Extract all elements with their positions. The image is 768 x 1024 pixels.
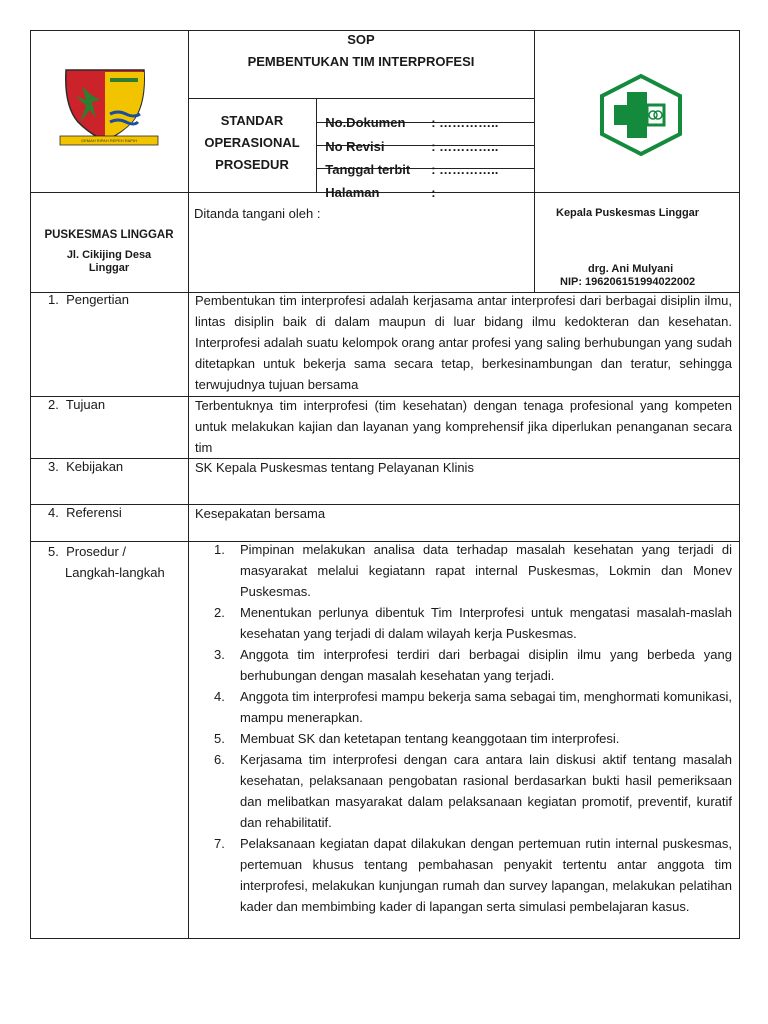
section-text-tujuan: Terbentuknya tim interprofesi (tim kesehatan) dengan tenaga profesional yang kompeten untuk melakukan kajian dan layanan yang komprehensif jika diperlukan penanganan secara tim bbox=[195, 398, 732, 455]
head-title: Kepala Puskesmas Linggar bbox=[556, 207, 700, 219]
list-item: 2. Menentukan perlunya dibentuk Tim Interprofesi untuk mengatasi masalah-maslah kesehatan yang terjadi di dalam wilayah kerja Puskesmas. bbox=[214, 605, 732, 641]
section-label-prosedur: 5. Prosedur / Langkah-langkah bbox=[48, 544, 165, 580]
list-item: 4. Anggota tim interprofesi mampu bekerja sama sebagai tim, menghormati komunikasi, mampu menerapkan. bbox=[214, 689, 732, 725]
section-text-referensi: Kesepakatan bersama bbox=[195, 506, 326, 521]
list-item: 5. Membuat SK dan ketetapan tentang keanggotaan tim interprofesi. bbox=[214, 731, 620, 746]
head-name: drg. Ani Mulyani bbox=[588, 263, 674, 275]
page-title: PEMBENTUKAN TIM INTERPROFESI bbox=[247, 54, 475, 69]
section-label-tujuan: 2. Tujuan bbox=[48, 397, 106, 412]
list-item: 3. Anggota tim interprofesi terdiri dari berbagai disiplin ilmu yang berbeda yang berhubungan dengan masalah kesehatan yang terjadi. bbox=[214, 647, 732, 683]
signed-by-label: Ditanda tangani oleh : bbox=[194, 206, 321, 221]
regency-logo bbox=[52, 66, 166, 154]
meta-no-revisi: No Revisi : ………….. bbox=[325, 139, 499, 154]
logo-motto: GEMAH RIPAH REPEH RAPIH bbox=[81, 138, 137, 143]
prosedur-steps bbox=[196, 539, 732, 917]
list-item: 7. Pelaksanaan kegiatan dapat dilakukan dengan pertemuan rutin internal puskesmas, pertemuan khusus tentang pembahasan penyakit tertentu antar anggota tim interprofesi, melakukan kunjungan rumah dan survey lapangan, melakukan pelatihan kader dan membimbing kader di lapangan serta simulasi pembelajaran kasus. bbox=[214, 836, 732, 914]
org-address: Jl. Cikijing Desa Linggar bbox=[66, 249, 152, 274]
meta-tanggal-terbit: Tanggal terbit : ………….. bbox=[325, 162, 499, 177]
section-label-referensi: 4. Referensi bbox=[48, 505, 122, 520]
head-nip: NIP: 196206151994022002 bbox=[560, 276, 696, 288]
section-text-pengertian: Pembentukan tim interprofesi adalah kerjasama antar interprofesi dari berbagai disiplin ilmu, lintas disiplin baik di dalam maupun di luar bidang ilmu kedokteran dan kesehatan. Interprofesi adalah suatu kelompok orang antar profesi yang saling berhubungan yang sudah ditetapkan untuk bekerja sama secara tetap, berkesinambungan dan teratur, sehingga terwujudnya tujuan bersama bbox=[195, 293, 732, 392]
section-label-kebijakan: 3. Kebijakan bbox=[48, 459, 124, 474]
puskesmas-logo bbox=[596, 72, 686, 156]
meta-no-dokumen: No.Dokumen : ………….. bbox=[325, 115, 499, 130]
section-label-pengertian: 1. Pengertian bbox=[48, 292, 129, 307]
list-item: 1. Pimpinan melakukan analisa data terhadap masalah kesehatan yang terjadi di masyarakat melalui kegiatann rapat internal Puskesmas, Lokmin dan Monev Puskesmas. bbox=[214, 542, 732, 599]
sop-label: SOP bbox=[347, 32, 375, 47]
org-name: PUSKESMAS LINGGAR bbox=[44, 229, 174, 241]
meta-halaman: Halaman : bbox=[325, 185, 436, 200]
standar-operasional-prosedur: STANDAR OPERASIONAL PROSEDUR bbox=[204, 113, 300, 172]
section-text-kebijakan: SK Kepala Puskesmas tentang Pelayanan Klinis bbox=[195, 460, 474, 475]
list-item: 6. Kerjasama tim interprofesi dengan cara antara lain diskusi aktif tentang masalah kesehatan, pelaksanaan pengobatan rasional berdasarkan bukti hasil pemeriksaan dan melibatkan masyarakat dalam pelaksanaan kegiatan promotif, preventif, kuratif dan rehabilitatif. bbox=[214, 752, 732, 830]
